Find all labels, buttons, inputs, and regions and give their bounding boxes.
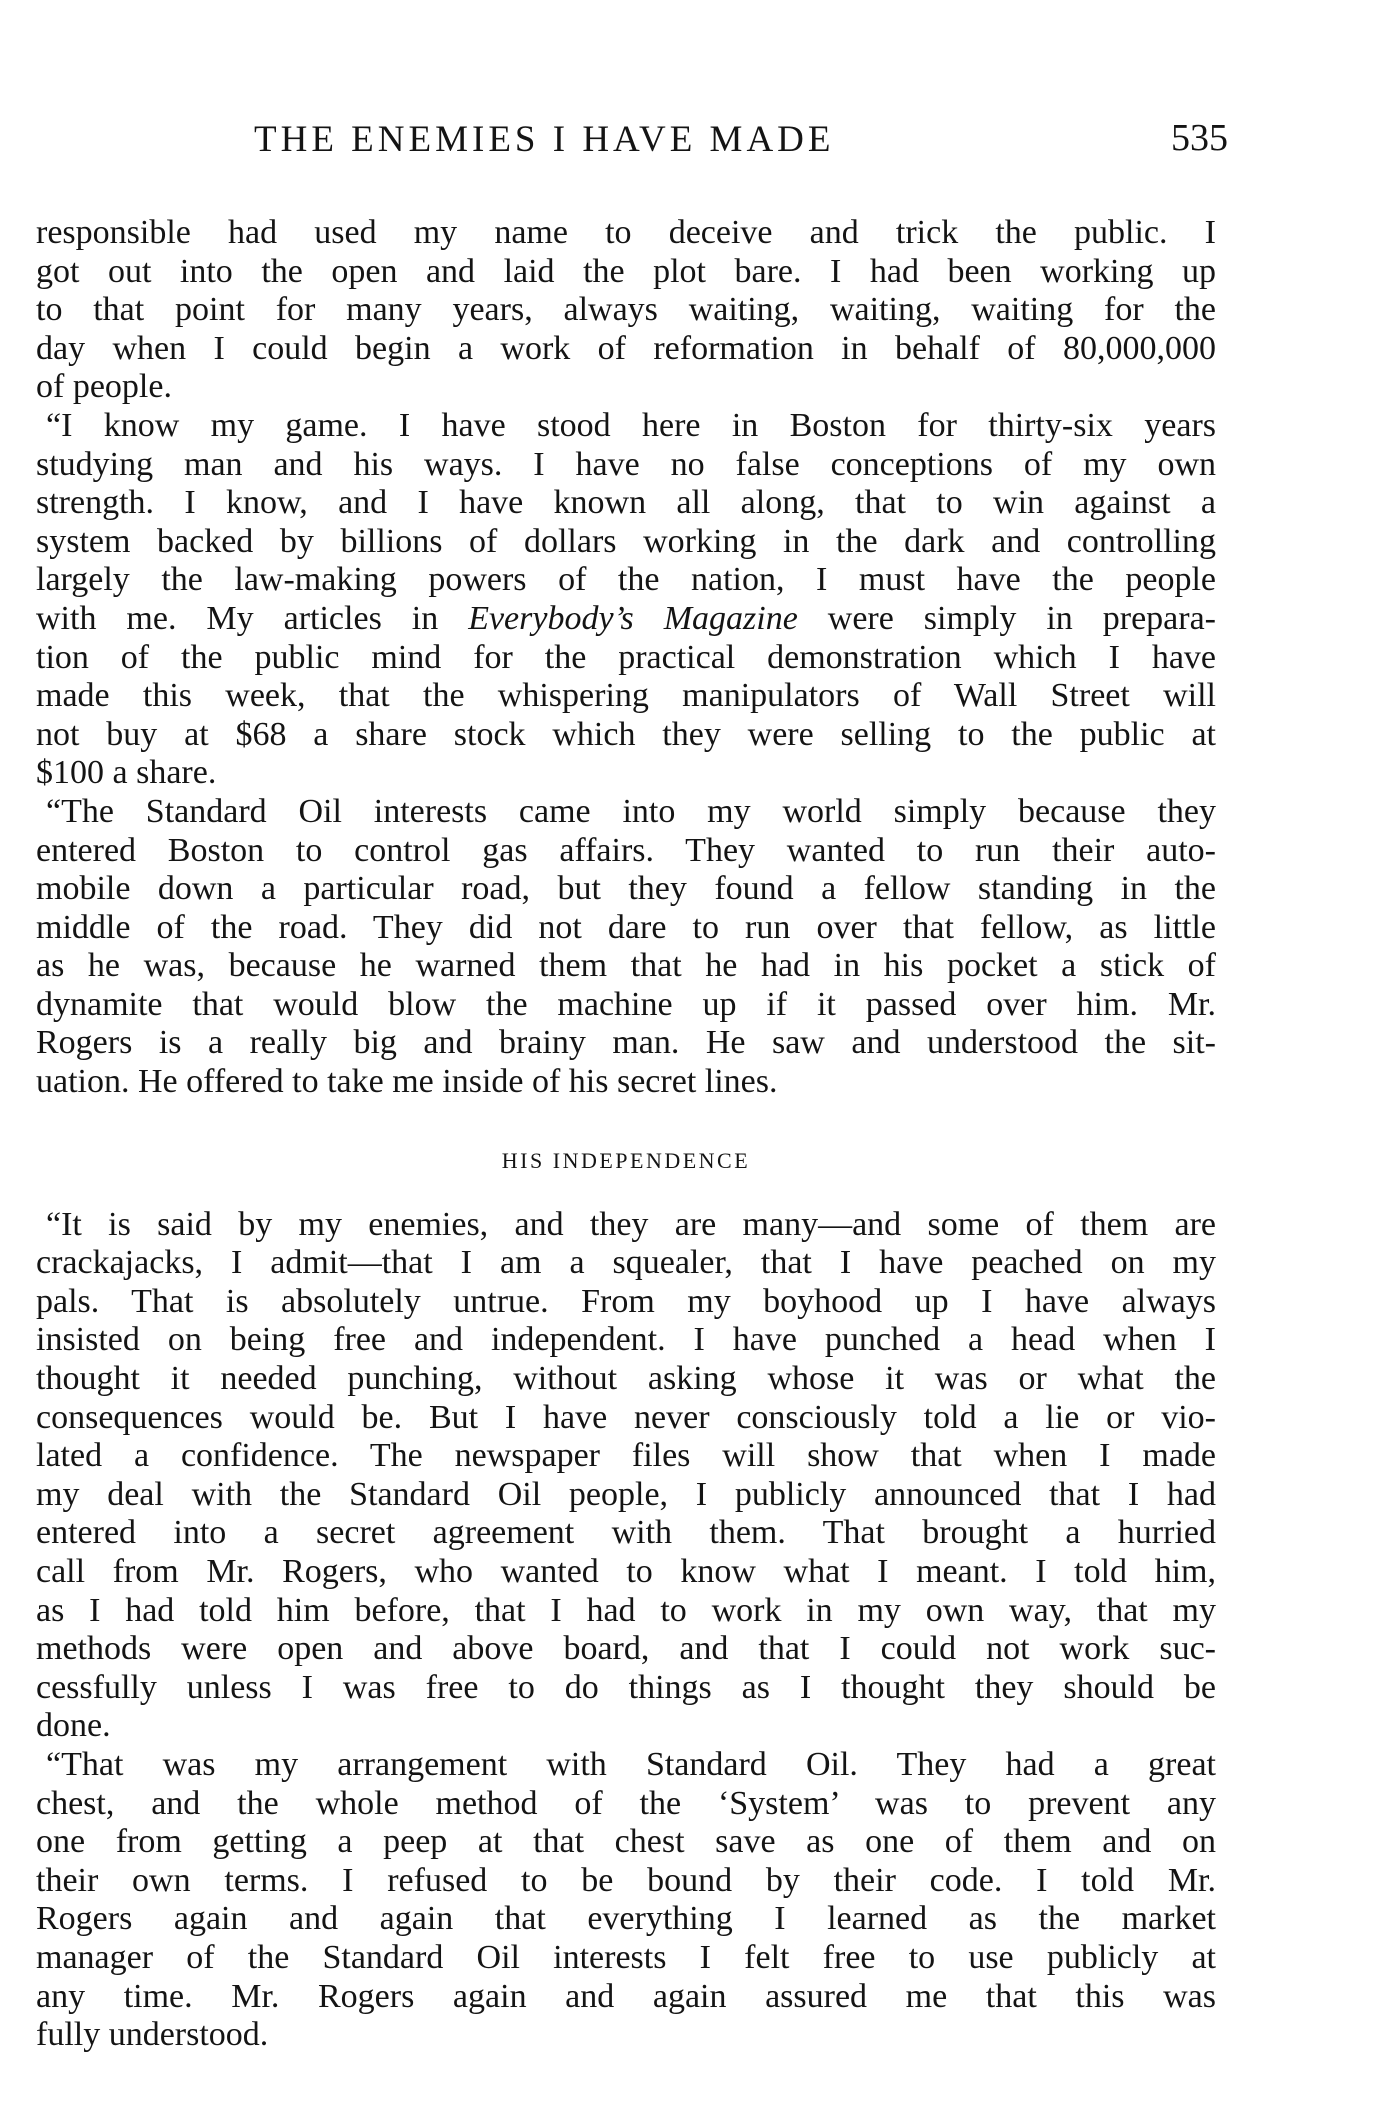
text-line: middle of the road. They did not dare to run over that fellow, as little: [36, 908, 1216, 946]
paragraph-3: [36, 793, 1216, 1102]
text-line: as I had told him before, that I had to work in my own way, that my: [36, 1591, 1216, 1629]
text-line-with-magazine-title: [36, 600, 1216, 639]
text-line: entered Boston to control gas affairs. They wanted to run their auto-: [36, 831, 1216, 869]
text-line: to that point for many years, always waiting, waiting, waiting for the: [36, 291, 1216, 329]
text-line: tion of the public mind for the practical demonstration which I have: [36, 638, 1216, 676]
text-line: thought it needed punching, without asking whose it was or what the: [36, 1360, 1216, 1398]
running-head: [48, 118, 1228, 178]
text-line: Rogers again and again that everything I learned as the market: [36, 1900, 1216, 1938]
body-text: [36, 214, 1216, 2055]
text-line: day when I could begin a work of reformation in behalf of 80,000,000: [36, 329, 1216, 367]
text-line: “I know my game. I have stood here in Boston for thirty-six years: [46, 406, 1216, 444]
page-number: 535: [1171, 117, 1228, 159]
text-line: made this week, that the whispering manipulators of Wall Street will: [36, 677, 1216, 715]
text-line: one from getting a peep at that chest save as one of them and on: [36, 1823, 1216, 1861]
text-line: Rogers is a really big and brainy man. He saw and understood the sit-: [36, 1024, 1216, 1062]
text-line: studying man and his ways. I have no false conceptions of my own: [36, 445, 1216, 483]
text-line: responsible had used my name to deceive and trick the public. I: [36, 214, 1216, 251]
text-line: got out into the open and laid the plot bare. I had been working up: [36, 252, 1216, 290]
text-line: done.: [36, 1707, 111, 1745]
text-line: strength. I know, and I have known all along, that to win against a: [36, 484, 1216, 522]
text-line: not buy at $68 a share stock which they were selling to the public at: [36, 715, 1216, 753]
text-line: insisted on being free and independent. I have punched a head when I: [36, 1321, 1216, 1359]
text-line: chest, and the whole method of the ‘System’ was to prevent any: [36, 1784, 1216, 1822]
paragraph-2: [36, 407, 1216, 793]
text-line: largely the law-making powers of the nation, I must have the people: [36, 561, 1216, 599]
text-line: manager of the Standard Oil interests I felt free to use publicly at: [36, 1938, 1216, 1976]
magazine-title: Everybody’s Magazine: [468, 599, 798, 637]
text-line: of people.: [36, 368, 172, 406]
text-line: methods were open and above board, and that I could not work suc-: [36, 1630, 1216, 1668]
text-line: my deal with the Standard Oil people, I publicly announced that I had: [36, 1475, 1216, 1513]
paragraph-1: [36, 214, 1216, 407]
text-line: cessfully unless I was free to do things as I thought they should be: [36, 1668, 1216, 1706]
section-heading: HIS INDEPENDENCE: [501, 1147, 751, 1173]
text-line: lated a confidence. The newspaper files will show that when I made: [36, 1437, 1216, 1475]
text-line: “It is said by my enemies, and they are many—and some of them are: [46, 1205, 1216, 1243]
running-title: THE ENEMIES I HAVE MADE: [254, 119, 835, 160]
text-line: entered into a secret agreement with them. That brought a hurried: [36, 1514, 1216, 1552]
text-line: mobile down a particular road, but they found a fellow standing in the: [36, 870, 1216, 908]
paragraph-5: [36, 1746, 1216, 2055]
text-line: any time. Mr. Rogers again and again assured me that this was: [36, 1977, 1216, 2015]
text-line: dynamite that would blow the machine up if it passed over him. Mr.: [36, 985, 1216, 1023]
section-spacer: [36, 1102, 1216, 1116]
text-line: consequences would be. But I have never consciously told a lie or vio-: [36, 1398, 1216, 1436]
paragraph-4: [36, 1206, 1216, 1746]
text-line: call from Mr. Rogers, who wanted to know what I meant. I told him,: [36, 1553, 1216, 1590]
text-line: fully understood.: [36, 2016, 269, 2054]
text-line: system backed by billions of dollars working in the dark and controlling: [36, 522, 1216, 560]
text-line: their own terms. I refused to be bound by their code. I told Mr.: [36, 1861, 1216, 1899]
text-line: “The Standard Oil interests came into my world simply because they: [46, 792, 1216, 830]
text-line: crackajacks, I admit—that I am a squealer, that I have peached on my: [36, 1244, 1216, 1282]
text-fragment: were simply in prepara-: [797, 599, 1216, 637]
text-line: pals. That is absolutely untrue. From my boyhood up I have always: [36, 1282, 1216, 1320]
text-fragment: with me. My articles in: [36, 599, 469, 637]
text-line: as he was, because he warned them that he had in his pocket a stick of: [36, 947, 1216, 985]
text-line: uation. He offered to take me inside of his secret lines.: [36, 1063, 778, 1101]
text-line: $100 a share.: [36, 754, 217, 792]
text-line: “That was my arrangement with Standard Oil. They had a great: [46, 1745, 1216, 1783]
